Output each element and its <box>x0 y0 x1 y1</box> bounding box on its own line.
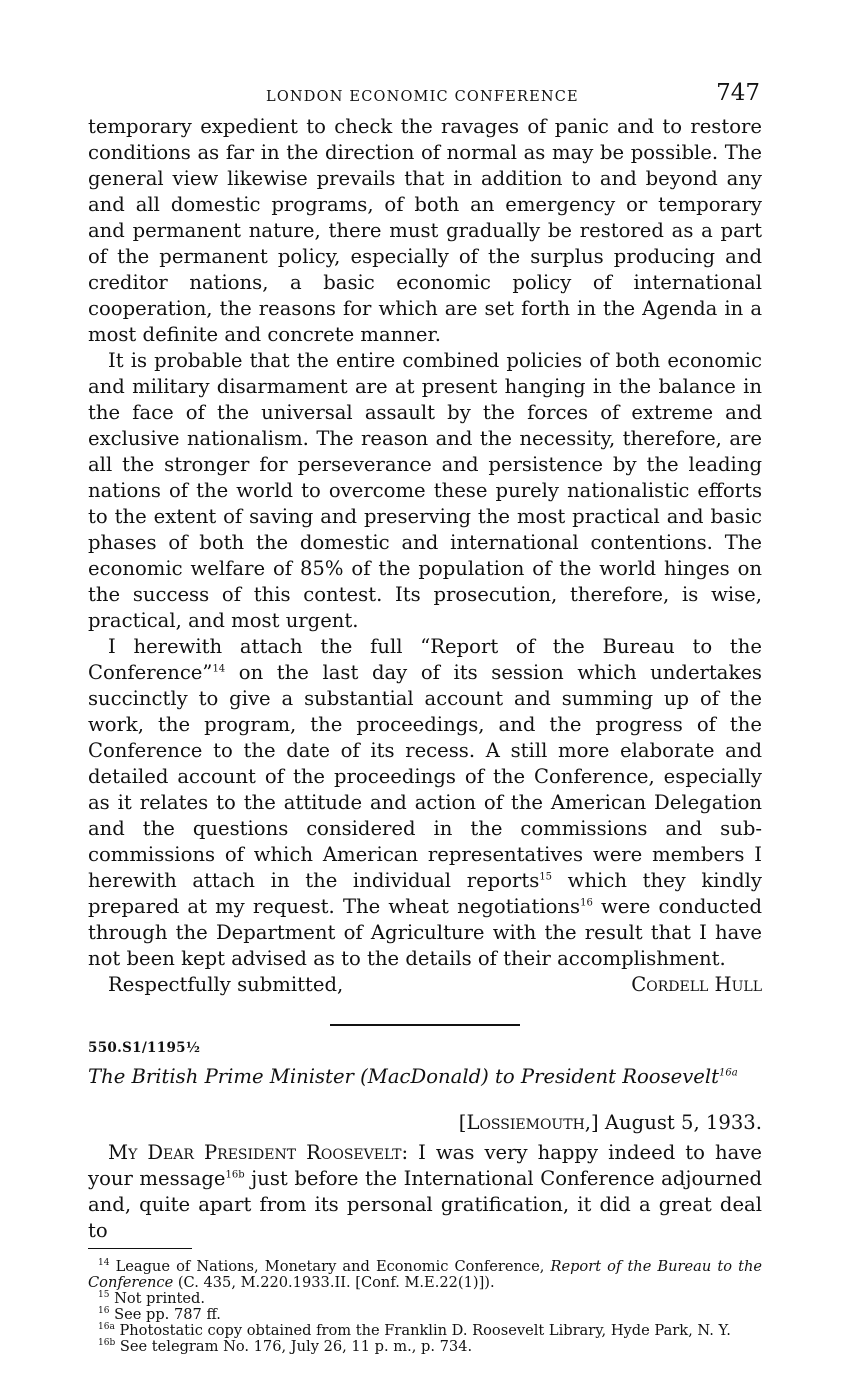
letter-body <box>88 1140 762 1244</box>
document-page <box>88 80 762 1355</box>
page-number: 747 <box>716 80 760 106</box>
dateline <box>88 1110 762 1136</box>
footnote-ref: 16a <box>719 1067 738 1079</box>
paragraph: I herewith attach the full “Report of the Bureau to the Conference”$^{14}$ on the last day of its session which undertakes succinctly to give a substantial account and summing up of the work, the program, the proceedings, and the progress of the Conference to the date of its recess. A still more elaborate and detailed account of the proceedings of the Conference, especially as it relates to the attitude and action of the American Delegation and the questions considered in the commissions and sub-commissions of which American representatives were members I herewith attach in the individual reports$^{15}$ which they kindly prepared at my request. The wheat negotiations$^{16}$ were conducted through the Department of Agriculture with the result that I have not been kept advised as to the details of their accomplishment. <box>88 635 763 970</box>
footnote: $^{16a}$ Photostatic copy obtained from the Franklin D. Roosevelt Library, Hyde Park, N. Y. <box>98 1321 731 1339</box>
footnote: $^{16}$ See pp. 787 ff. <box>98 1305 221 1323</box>
signature-line <box>88 972 762 998</box>
signature: Cordell Hull <box>631 973 762 996</box>
footnote-rule <box>88 1248 192 1249</box>
footnote-ref: 16 <box>580 897 593 909</box>
footnote: $^{15}$ Not printed. <box>98 1289 206 1307</box>
closing: Respectfully submitted, <box>108 973 344 996</box>
footnote-ref: 16b <box>225 1169 245 1181</box>
page-header <box>88 80 762 114</box>
report-body <box>88 114 762 998</box>
paragraph: temporary expedient to check the ravages of panic and to restore conditions as far in the direction of normal as may be possible. The general view likewise prevails that in addition to and beyond any and all domestic programs, of both an emergency or temporary and permanent nature, there must gradually be restored as a part of the permanent policy, especially of the surplus producing and creditor nations, a basic economic policy of international cooperation, the reasons for which are set forth in the Agenda in a most definite and concrete manner. <box>88 115 762 346</box>
file-number: 550.S1/1195½ <box>88 1039 201 1056</box>
footnote-ref: 15 <box>539 871 553 883</box>
footnotes <box>88 1259 762 1355</box>
dateline-date: August 5, 1933. <box>604 1110 762 1134</box>
paragraph: It is probable that the entire combined policies of both economic and military disarmament are at present hanging in the balance in the face of the universal assault by the forces of extreme and exclusive nationalism. The reason and the necessity, therefore, are all the stronger for perseverance and persistence by the leading nations of the world to overcome these purely nationalistic efforts to the extent of saving and preserving the most practical and basic phases of both the domestic and international contentions. The economic welfare of 85% of the population of the world hinges on the success of this contest. Its prosecution, therefore, is wise, practical, and most urgent. <box>88 349 762 632</box>
document-heading: The British Prime Minister (MacDonald) to President Roosevelt$^{16a}$ <box>88 1064 738 1088</box>
footnote: $^{14}$ League of Nations, Monetary and Economic Conference, Report of the Bureau to the Conference (C. 435, M.220.1933.II. [Conf. M.E.22(1)]). <box>88 1257 763 1291</box>
footnote-ref: 14 <box>212 663 226 675</box>
section-divider <box>330 1024 520 1026</box>
footnote: $^{16b}$ See telegram No. 176, July 26, 11 p. m., p. 734. <box>98 1337 473 1355</box>
heading-name: MacDonald <box>367 1064 482 1088</box>
running-title: LONDON ECONOMIC CONFERENCE <box>266 89 579 105</box>
paragraph: My Dear President Roosevelt: I was very happy indeed to have your message$^{16b}$ just before the International Conference adjourned and, quite apart from its personal gratification, it did a great deal to <box>88 1140 762 1242</box>
salutation: My Dear President Roosevelt: <box>108 1140 409 1164</box>
dateline-place: [Lossiemouth,] <box>458 1110 599 1134</box>
